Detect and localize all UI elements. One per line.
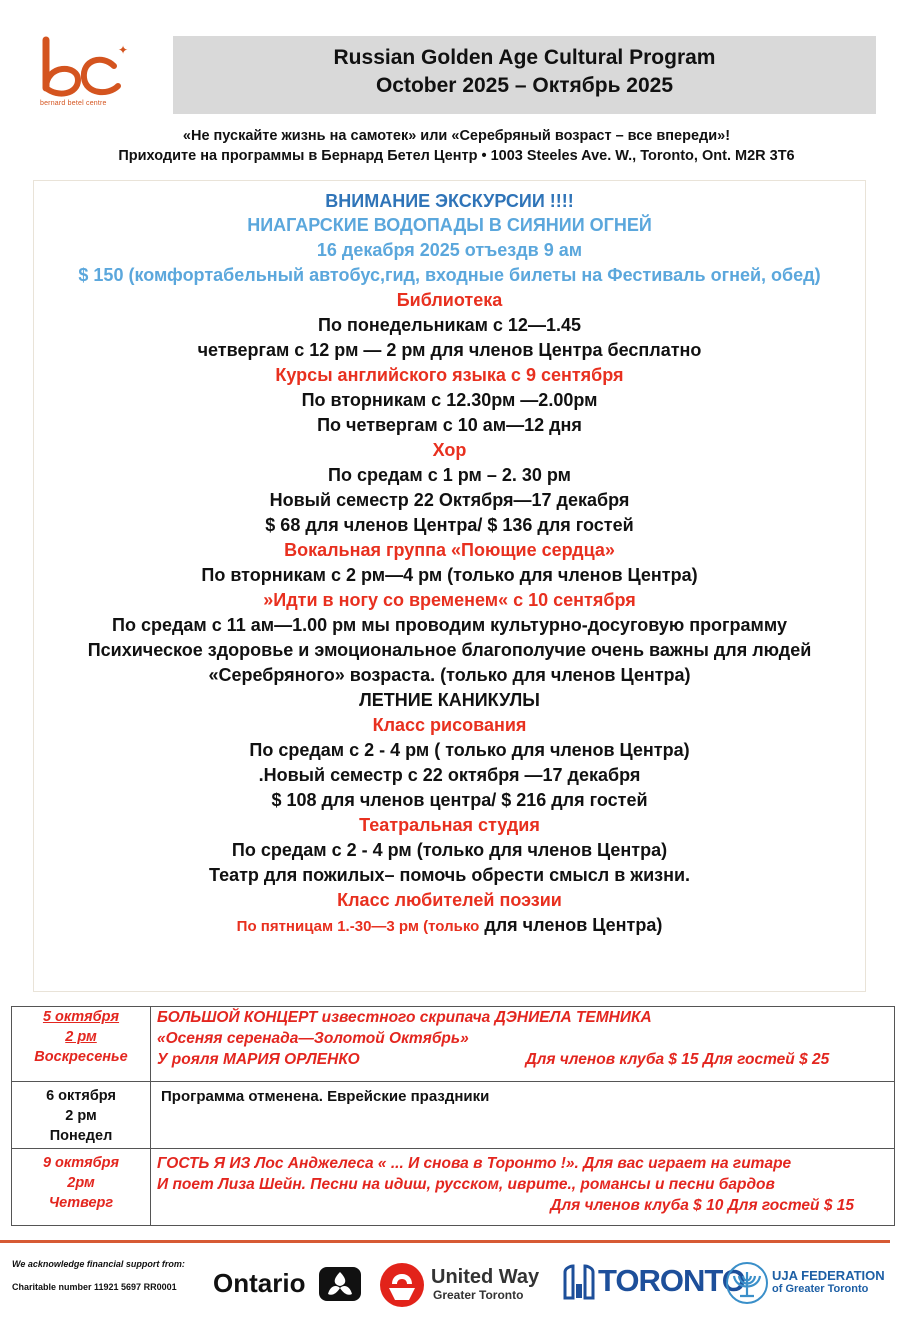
info-cell — [151, 1149, 895, 1226]
english-title: Курсы английского языка с 9 сентября — [275, 365, 624, 385]
united-way-sub: Greater Toronto — [433, 1288, 524, 1302]
event-performer: У рояля МАРИЯ ОРЛЕНКО — [157, 1051, 360, 1068]
event-line: Программа отменена. Еврейские праздники — [161, 1088, 490, 1105]
event-date: 6 октября — [46, 1088, 116, 1104]
times-line: Психическое здоровье и эмоциональное благополучие очень важны для людей — [87, 640, 812, 660]
times-title: »Идти в ногу со временем« с 10 сентября — [263, 590, 636, 610]
times-line: «Серебряного» возраста. (только для членов Центра) — [208, 665, 691, 685]
theatre-line: По средам с 2 - 4 рм (только для членов Центра) — [231, 840, 668, 860]
times-line: По средам с 11 ам—1.00 рм мы проводим культурно-досуговую программу — [112, 615, 787, 635]
program-month: October 2025 – Октябрь 2025 — [375, 74, 674, 97]
theatre-title: Театральная студия — [359, 815, 540, 835]
info-cell — [151, 1082, 895, 1149]
svg-text:✦: ✦ — [118, 43, 129, 57]
poetry-title: Класс любителей поэзии — [337, 890, 562, 910]
event-prices: Для членов клуба $ 10 Для гостей $ 15 — [550, 1197, 854, 1214]
program-title: Russian Golden Age Cultural Program — [333, 46, 716, 69]
table-row — [12, 1149, 895, 1226]
event-date: 9 октября — [42, 1155, 120, 1171]
uja-sub: of Greater Toronto — [772, 1283, 869, 1295]
event-day: Четверг — [48, 1195, 114, 1211]
united-way-name: United Way — [431, 1266, 540, 1288]
event-date: 5 октября — [42, 1009, 120, 1025]
event-line: И поет Лиза Шейн. Песни на идиш, русском, иврите., романсы и песни бардов — [157, 1176, 775, 1193]
address-line: Приходите на программы в Бернард Бетел Центр • 1003 Steeles Ave. W., Toronto, Ont. M2R 3T6 — [118, 148, 795, 164]
logo-caption: bernard betel centre — [40, 100, 107, 107]
drawing-title: Класс рисования — [372, 715, 527, 735]
toronto-city-hall-icon — [563, 1264, 595, 1300]
english-line: По четвергам с 10 ам—12 дня — [317, 415, 582, 435]
toronto-wordmark: TORONTO — [598, 1263, 745, 1298]
drawing-line: .Новый семестр с 22 октября —17 декабря — [258, 765, 641, 785]
library-line: По понедельникам с 12—1.45 — [318, 315, 581, 335]
poetry-time: По пятницам 1.-30—3 рм (только — [236, 918, 480, 935]
event-time: 2рм — [67, 1175, 95, 1191]
event-prices: Для членов клуба $ 15 Для гостей $ 25 — [525, 1051, 830, 1068]
vocal-title: Вокальная группа «Поющие сердца» — [284, 540, 615, 560]
drawing-line: По средам с 2 - 4 рм ( только для членов Центра) — [249, 740, 690, 760]
event-line — [157, 1049, 894, 1070]
event-time: 2 рм — [65, 1108, 97, 1124]
choir-line: $ 68 для членов Центра/ $ 136 для гостей — [265, 515, 634, 535]
date-cell — [12, 1149, 151, 1226]
summer-break: ЛЕТНИЕ КАНИКУЛЫ — [359, 690, 540, 710]
event-line: «Осеняя серенада—Золотой Октябрь» — [157, 1030, 469, 1047]
choir-line: Новый семестр 22 Октября—17 декабря — [269, 490, 630, 510]
excursion-price: $ 150 (комфортабельный автобус,гид, входные билеты на Фестиваль огней, обед) — [78, 265, 821, 285]
event-day: Воскресенье — [34, 1049, 128, 1065]
event-line: ГОСТЬ Я ИЗ Лос Анджелеса « ... И снова в Торонто !». Для вас играет на гитаре — [157, 1155, 792, 1172]
info-cell — [151, 1007, 895, 1082]
theatre-line: Театр для пожилых– помочь обрести смысл в жизни. — [208, 865, 691, 885]
choir-title: Хор — [432, 440, 467, 460]
header-title-box — [173, 36, 876, 114]
library-line: четвергам с 12 рм — 2 рм для членов Центра бесплатно — [197, 340, 702, 360]
uja-name: UJA FEDERATION — [772, 1268, 885, 1283]
slogan-line: «Не пускайте жизнь на самотек» или «Серебряный возраст – все впереди»! — [182, 128, 731, 144]
english-line: По вторникам с 12.30рм —2.00рм — [301, 390, 598, 410]
event-line: БОЛЬШОЙ КОНЦЕРТ известного скрипача ДЭНИЕЛА ТЕМНИКА — [157, 1009, 652, 1026]
library-title: Библиотека — [396, 290, 503, 310]
united-way-icon — [379, 1262, 425, 1308]
ontario-wordmark: Ontario — [213, 1268, 306, 1298]
vocal-line: По вторникам с 2 рм—4 рм (только для членов Центра) — [201, 565, 698, 585]
event-time: 2 рм — [65, 1029, 97, 1045]
table-row — [12, 1007, 895, 1082]
date-cell — [12, 1082, 151, 1149]
drawing-line: $ 108 для членов центра/ $ 216 для гостей — [271, 790, 648, 810]
uja-menorah-icon — [726, 1262, 768, 1304]
event-day: Понедел — [49, 1128, 113, 1144]
excursion-date: 16 декабря 2025 отъездв 9 ам — [316, 240, 583, 260]
poetry-members: для членов Центра) — [479, 915, 663, 935]
excursion-attention: ВНИМАНИЕ ЭКСКУРСИИ !!!! — [325, 191, 574, 211]
footer-divider — [0, 1240, 890, 1243]
table-row — [12, 1082, 895, 1149]
acknowledgement: We acknowledge financial support from: — [12, 1259, 185, 1269]
schedule-table — [11, 1006, 895, 1226]
program-box — [33, 180, 866, 992]
choir-line: По средам с 1 рм – 2. 30 рм — [328, 465, 571, 485]
trillium-icon — [318, 1266, 362, 1302]
excursion-title: НИАГАРСКИЕ ВОДОПАДЫ В СИЯНИИ ОГНЕЙ — [247, 215, 652, 235]
charitable-number: Charitable number 11921 5697 RR0001 — [12, 1282, 177, 1292]
date-cell — [12, 1007, 151, 1082]
poetry-line — [34, 913, 865, 939]
